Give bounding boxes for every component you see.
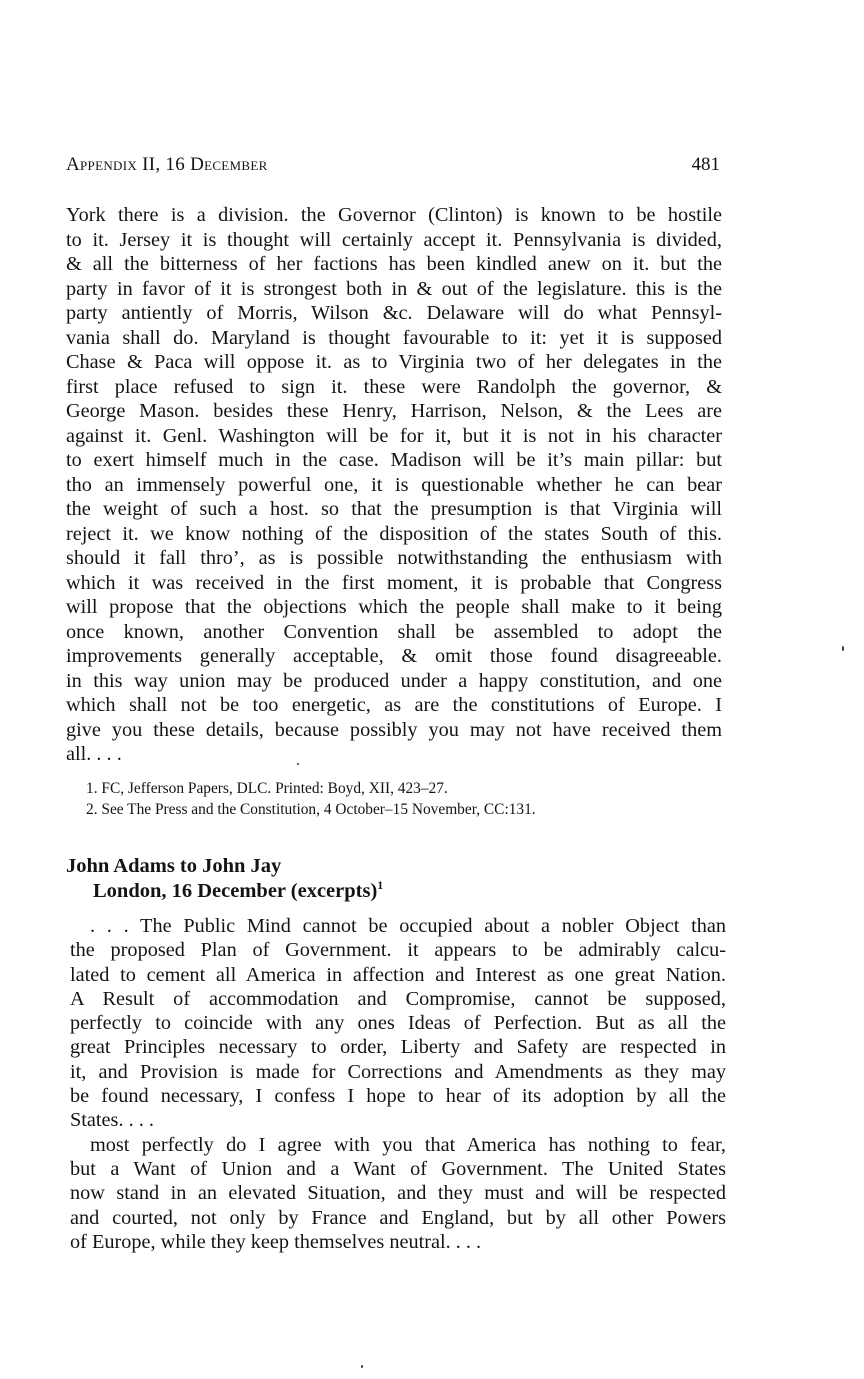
text-line: vania shall do. Maryland is thought favourable to it: yet it is supposed <box>66 326 722 349</box>
body-text <box>66 203 722 767</box>
text-line: first place refused to sign it. these were Randolph the governor, & <box>66 375 722 398</box>
text-line: to it. Jersey it is thought will certainly accept it. Pennsylvania is divided, <box>66 228 722 251</box>
text-line: now stand in an elevated Situation, and they must and will be respected <box>70 1182 726 1205</box>
text-line: will propose that the objections which the people shall make to it being <box>66 596 722 618</box>
footnote-reference: 1 <box>377 878 384 892</box>
text-line: to exert himself much in the case. Madison will be it’s main pillar: but <box>66 449 722 471</box>
running-head-title: Appendix II, 16 December <box>66 154 268 175</box>
footnote: 2. See The Press and the Constitution, 4 October–15 November, CC:131. <box>86 801 536 818</box>
scan-speck <box>842 646 844 651</box>
document-title: John Adams to John Jay <box>66 855 282 877</box>
text-line: A Result of accommodation and Compromise, cannot be supposed, <box>70 987 726 1010</box>
text-line: great Principles necessary to order, Liberty and Safety are respected in <box>70 1036 726 1059</box>
text-line: give you these details, because possibly you may not have received them <box>66 718 722 741</box>
text-line: George Mason. besides these Henry, Harrison, Nelson, & the Lees are <box>66 400 722 422</box>
text-line: & all the bitterness of her factions has been kindled anew on it. but the <box>66 253 722 275</box>
text-line: the proposed Plan of Government. it appears to be admirably calcu- <box>70 939 726 962</box>
document-place-date <box>66 879 726 904</box>
text-line: once known, another Convention shall be assembled to adopt the <box>66 620 722 643</box>
text-line: it, and Provision is made for Corrections and Amendments as they may <box>70 1060 726 1083</box>
text-line: reject it. we know nothing of the disposition of the states South of this. <box>66 522 722 545</box>
text-line: tho an immensely powerful one, it is questionable whether he can bear <box>66 473 722 496</box>
text-line: York there is a division. the Governor (Clinton) is known to be hostile <box>66 204 722 226</box>
text-line: which it was received in the first moment, it is probable that Congress <box>66 571 722 594</box>
text-line: Chase & Paca will oppose it. as to Virginia two of her delegates in the <box>66 351 722 373</box>
text-line: should it fall thro’, as is possible notwithstanding the enthusiasm with <box>66 547 722 569</box>
text-line: lated to cement all America in affection and Interest as one great Nation. <box>70 963 726 986</box>
text-line: in this way union may be produced under a happy constitution, and one <box>66 669 722 692</box>
footnote: 1. FC, Jefferson Papers, DLC. Printed: Boyd, XII, 423–27. <box>86 780 448 797</box>
text-line: the weight of such a host. so that the presumption is that Virginia will <box>66 498 722 520</box>
running-head <box>66 154 720 182</box>
scan-speck <box>297 763 299 765</box>
text-line: improvements generally acceptable, & omit those found disagreeable. <box>66 645 722 667</box>
text-line: party in favor of it is strongest both in & out of the legislature. this is the <box>66 277 722 300</box>
text-line: all. . . . <box>66 743 122 765</box>
footnotes <box>86 778 726 820</box>
text-line: which shall not be too energetic, as are the constitutions of Europe. I <box>66 694 722 716</box>
text-line: . . . The Public Mind cannot be occupied about a nobler Object than <box>90 915 726 937</box>
text-line: against it. Genl. Washington will be for it, but it is not in his character <box>66 424 722 447</box>
text-line: most perfectly do I agree with you that America has nothing to fear, <box>90 1133 726 1156</box>
text-line: States. . . . <box>70 1109 154 1132</box>
document-heading <box>66 854 726 904</box>
page-number: 481 <box>691 154 720 175</box>
place-date-text: London, 16 December (excerpts) <box>93 880 378 902</box>
letter-text <box>70 914 726 1254</box>
text-line: and courted, not only by France and England, but by all other Powers <box>70 1206 726 1229</box>
scan-speck <box>361 1365 363 1368</box>
text-line: of Europe, while they keep themselves neutral. . . . <box>70 1230 482 1253</box>
text-line: perfectly to coincide with any ones Ideas of Perfection. But as all the <box>70 1012 726 1035</box>
text-line: but a Want of Union and a Want of Government. The United States <box>70 1157 726 1180</box>
text-line: be found necessary, I confess I hope to hear of its adoption by all the <box>70 1085 726 1108</box>
text-line: party antiently of Morris, Wilson &c. Delaware will do what Pennsyl- <box>66 302 722 324</box>
